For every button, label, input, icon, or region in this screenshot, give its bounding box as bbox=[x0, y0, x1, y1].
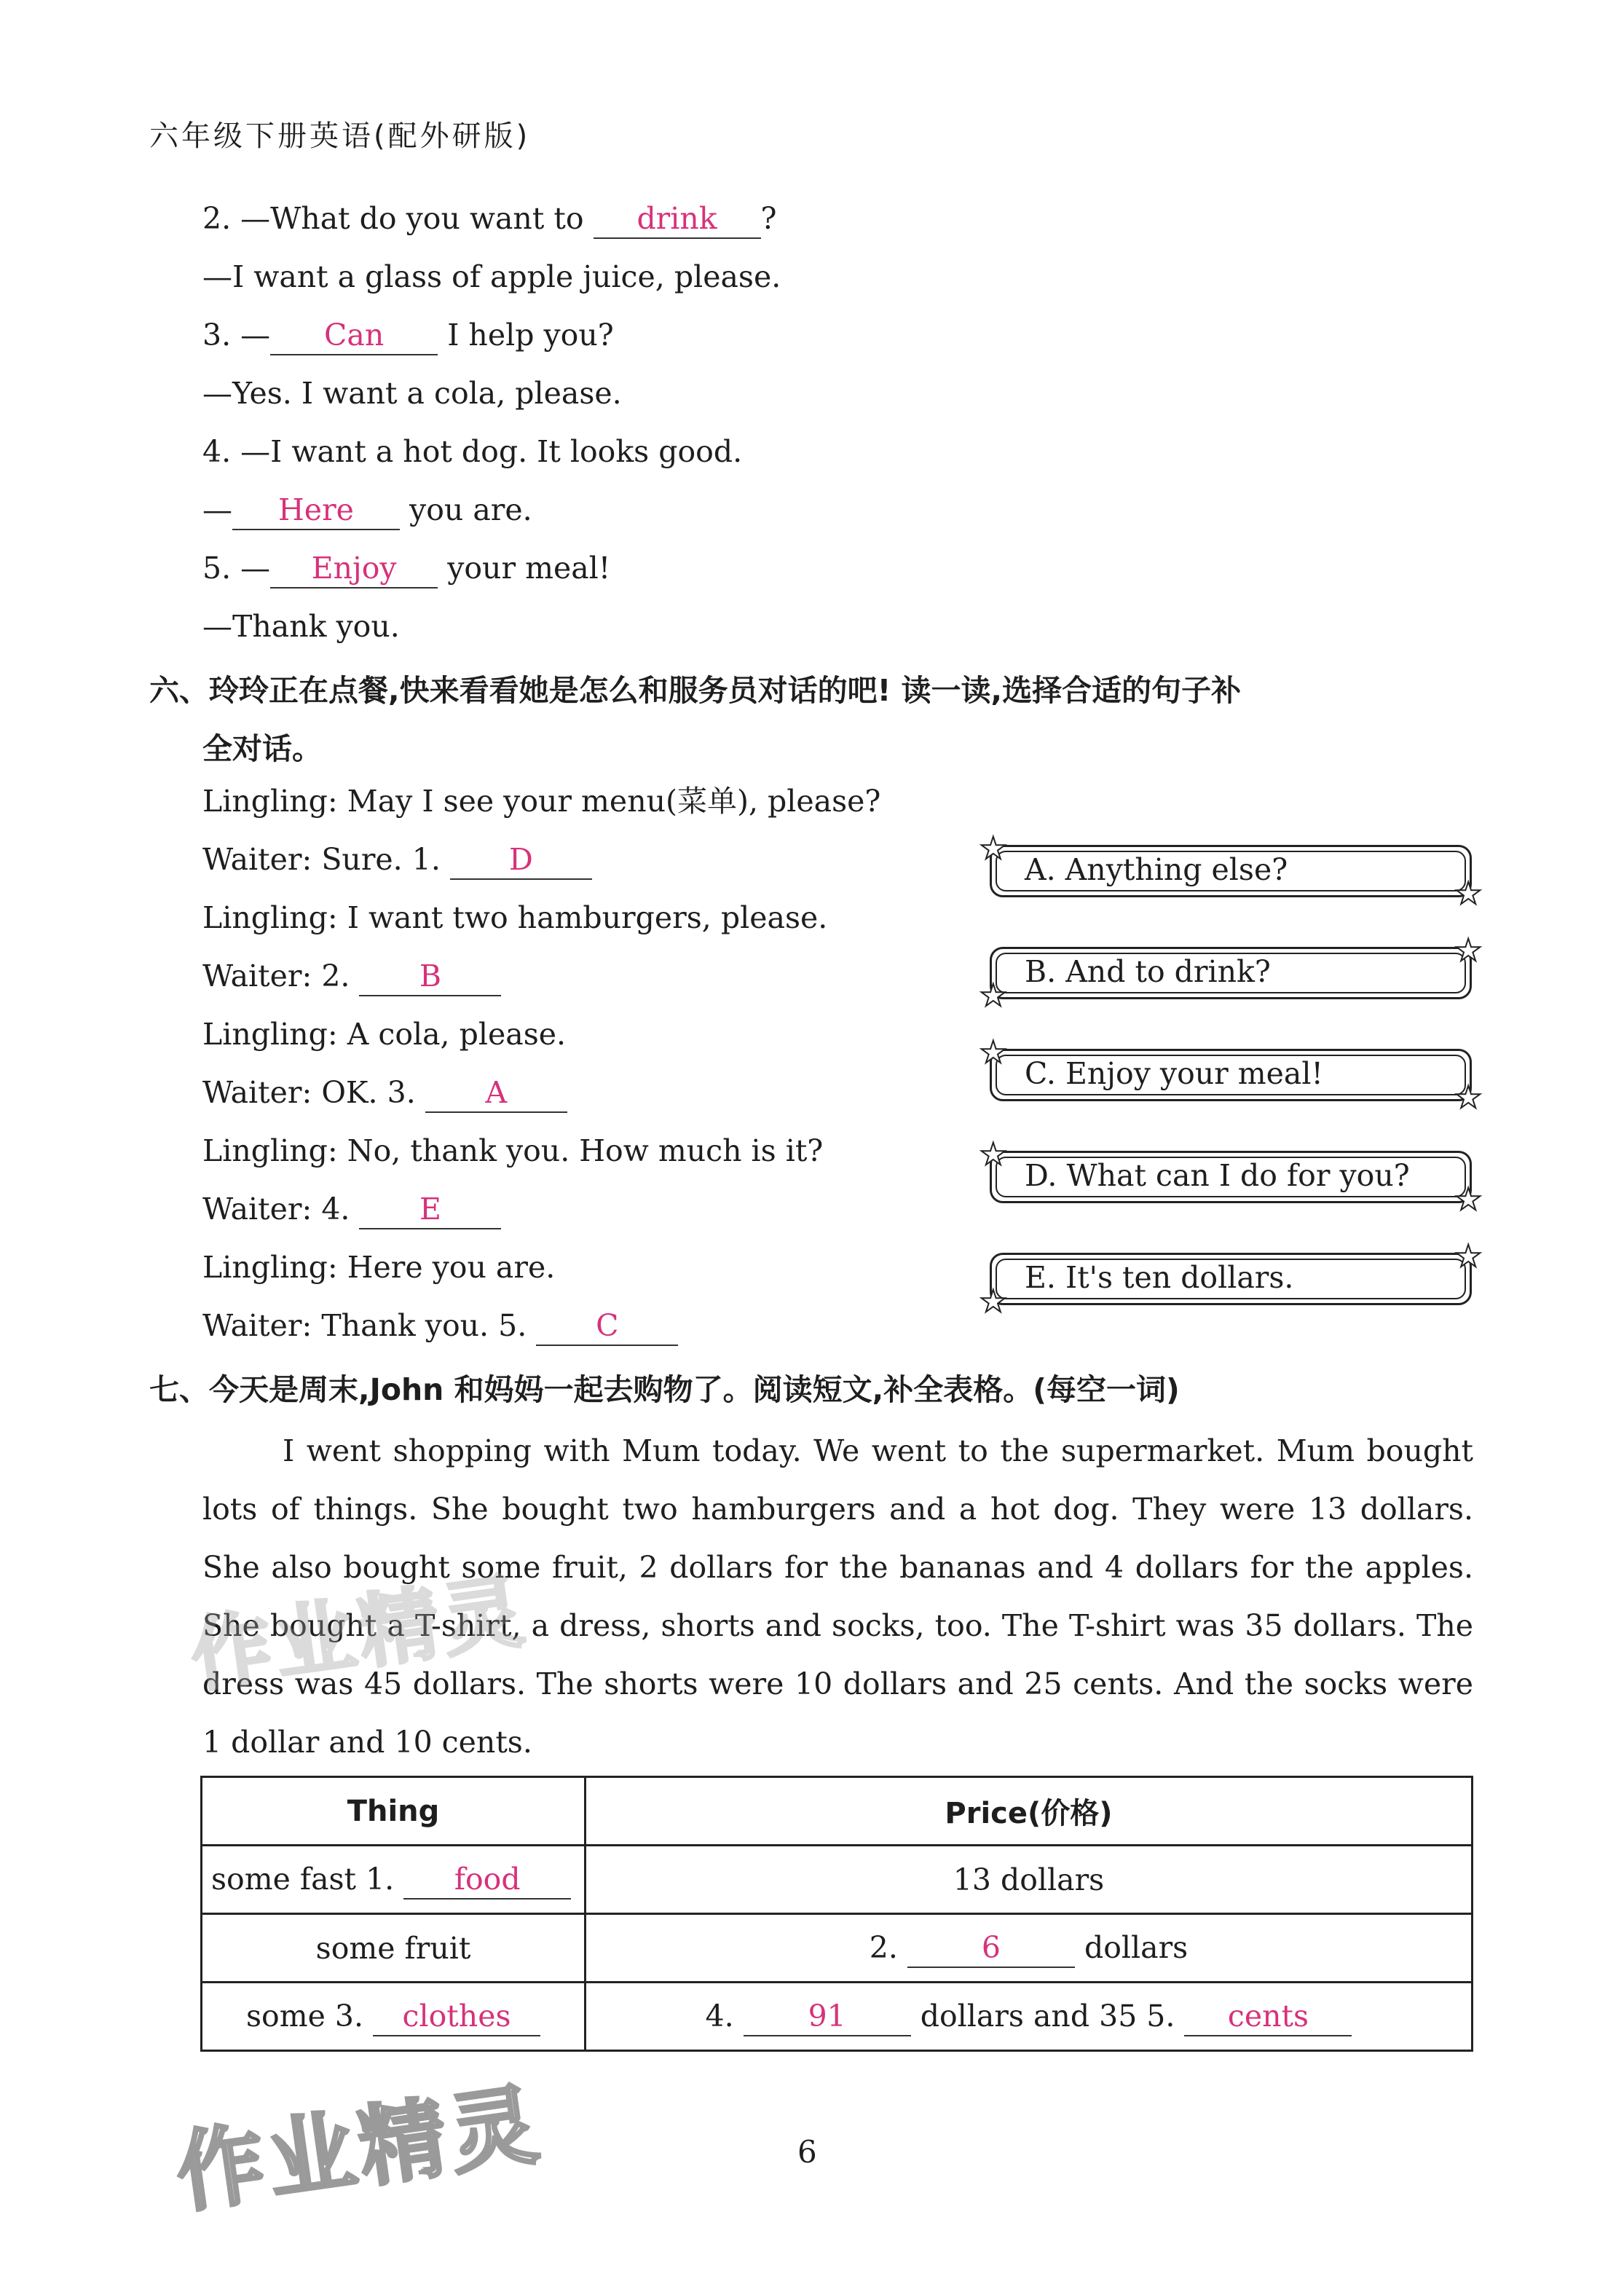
page-number: 6 bbox=[797, 2134, 817, 2170]
header-price: Price(价格) bbox=[586, 1777, 1473, 1846]
q4-question: 4. —I want a hot dog. It looks good. bbox=[202, 434, 743, 469]
option-text: B. And to drink? bbox=[1025, 954, 1271, 989]
answer-blank[interactable]: C bbox=[536, 1307, 678, 1346]
dialogue-line: Waiter: 4. E bbox=[202, 1187, 501, 1231]
table-row bbox=[202, 1983, 1473, 2051]
q4-response: — Here you are. bbox=[202, 488, 532, 532]
star-icon: ★ bbox=[979, 1136, 1007, 1172]
star-icon: ★ bbox=[1454, 875, 1482, 911]
q5-question: 5. — Enjoy your meal! bbox=[202, 546, 610, 590]
thing-cell: some fast 1. food bbox=[202, 1846, 586, 1914]
table-row bbox=[202, 1846, 1473, 1914]
star-icon: ★ bbox=[979, 1283, 1007, 1319]
star-icon: ★ bbox=[979, 830, 1007, 866]
section6-title-line2: 全对话。 bbox=[202, 731, 322, 766]
answer-blank[interactable]: 6 bbox=[907, 1929, 1075, 1968]
answer-blank[interactable]: Enjoy bbox=[270, 549, 438, 588]
q3-response: —Yes. I want a cola, please. bbox=[202, 376, 622, 411]
section6-title-line1: 六、玲玲正在点餐,快来看看她是怎么和服务员对话的吧! 读一读,选择合适的句子补 bbox=[149, 673, 1242, 708]
thing-cell: some fruit bbox=[202, 1914, 586, 1983]
answer-blank[interactable]: Can bbox=[270, 316, 438, 355]
dialogue-line: Waiter: Thank you. 5. C bbox=[202, 1304, 678, 1347]
answer-blank[interactable]: drink bbox=[594, 200, 761, 239]
q2-response: —I want a glass of apple juice, please. bbox=[202, 259, 781, 294]
watermark-logo: 作业精灵 bbox=[170, 2074, 548, 2226]
star-icon: ★ bbox=[1454, 932, 1482, 968]
price-cell: 4. 91 dollars and 35 5. cents bbox=[586, 1983, 1473, 2051]
dialogue-line: Waiter: Sure. 1. D bbox=[202, 838, 592, 881]
option-box-c bbox=[979, 1034, 1482, 1115]
q2-question: 2. —What do you want to drink ? bbox=[202, 197, 777, 240]
watermark-upper: 作业精灵 bbox=[185, 1564, 533, 1704]
thing-cell: some 3. clothes bbox=[202, 1983, 586, 2051]
table-row bbox=[202, 1914, 1473, 1983]
answer-blank[interactable]: cents bbox=[1184, 1997, 1352, 2036]
star-icon: ★ bbox=[979, 977, 1007, 1013]
answer-blank[interactable]: Here bbox=[232, 491, 400, 530]
page-header: 六年级下册英语(配外研版) bbox=[149, 119, 531, 153]
dialogue-line: Lingling: Here you are. bbox=[202, 1250, 556, 1285]
dialogue-line: Lingling: I want two hamburgers, please. bbox=[202, 900, 828, 935]
option-box-a bbox=[979, 830, 1482, 911]
star-icon: ★ bbox=[1454, 1238, 1482, 1274]
answer-blank[interactable]: A bbox=[425, 1074, 567, 1113]
answer-blank[interactable]: D bbox=[450, 841, 592, 880]
option-text: D. What can I do for you? bbox=[1025, 1158, 1410, 1193]
option-text: C. Enjoy your meal! bbox=[1025, 1056, 1323, 1091]
dialogue-line: Waiter: OK. 3. A bbox=[202, 1071, 567, 1114]
answer-blank[interactable]: food bbox=[403, 1860, 571, 1900]
star-icon: ★ bbox=[1454, 1079, 1482, 1115]
dialogue-line: Lingling: May I see your menu(菜单), please? bbox=[202, 784, 881, 819]
header-thing: Thing bbox=[202, 1777, 586, 1846]
table-header-row bbox=[202, 1777, 1473, 1846]
section7-title: 七、今天是周末,John 和妈妈一起去购物了。阅读短文,补全表格。(每空一词) bbox=[149, 1372, 1180, 1407]
answer-blank[interactable]: clothes bbox=[373, 1997, 540, 2036]
star-icon: ★ bbox=[1454, 1181, 1482, 1217]
option-box-b bbox=[979, 932, 1482, 1013]
price-table bbox=[200, 1776, 1473, 2052]
reading-passage: I went shopping with Mum today. We went to the supermarket. Mum bought lots of things. She bought two hamburgers and a hot dog. They were 13 dollars. She also bought some fruit, 2 dollars for the bananas and 4 dollars for the apples. She bought a T-shirt, a dress, shorts and socks, too. The T-shirt was 35 dollars. The dress was 45 dollars. The shorts were 10 dollars and 25 cents. And the socks were 1 dollar and 10 cents. bbox=[202, 1433, 1473, 1760]
answer-blank[interactable]: 91 bbox=[744, 1997, 911, 2036]
option-text: A. Anything else? bbox=[1025, 852, 1288, 887]
q5-response: —Thank you. bbox=[202, 609, 400, 644]
dialogue-line: Lingling: No, thank you. How much is it? bbox=[202, 1133, 824, 1168]
dialogue-line: Lingling: A cola, please. bbox=[202, 1017, 567, 1052]
star-icon: ★ bbox=[979, 1034, 1007, 1070]
dialogue-line: Waiter: 2. B bbox=[202, 954, 501, 998]
q3-question: 3. — Can I help you? bbox=[202, 313, 614, 357]
answer-blank[interactable]: B bbox=[359, 957, 501, 996]
option-box-d bbox=[979, 1136, 1482, 1217]
price-cell: 13 dollars bbox=[586, 1846, 1473, 1914]
price-cell: 2. 6 dollars bbox=[586, 1914, 1473, 1983]
option-box-e bbox=[979, 1238, 1482, 1319]
option-text: E. It's ten dollars. bbox=[1025, 1260, 1294, 1295]
answer-blank[interactable]: E bbox=[359, 1190, 501, 1229]
